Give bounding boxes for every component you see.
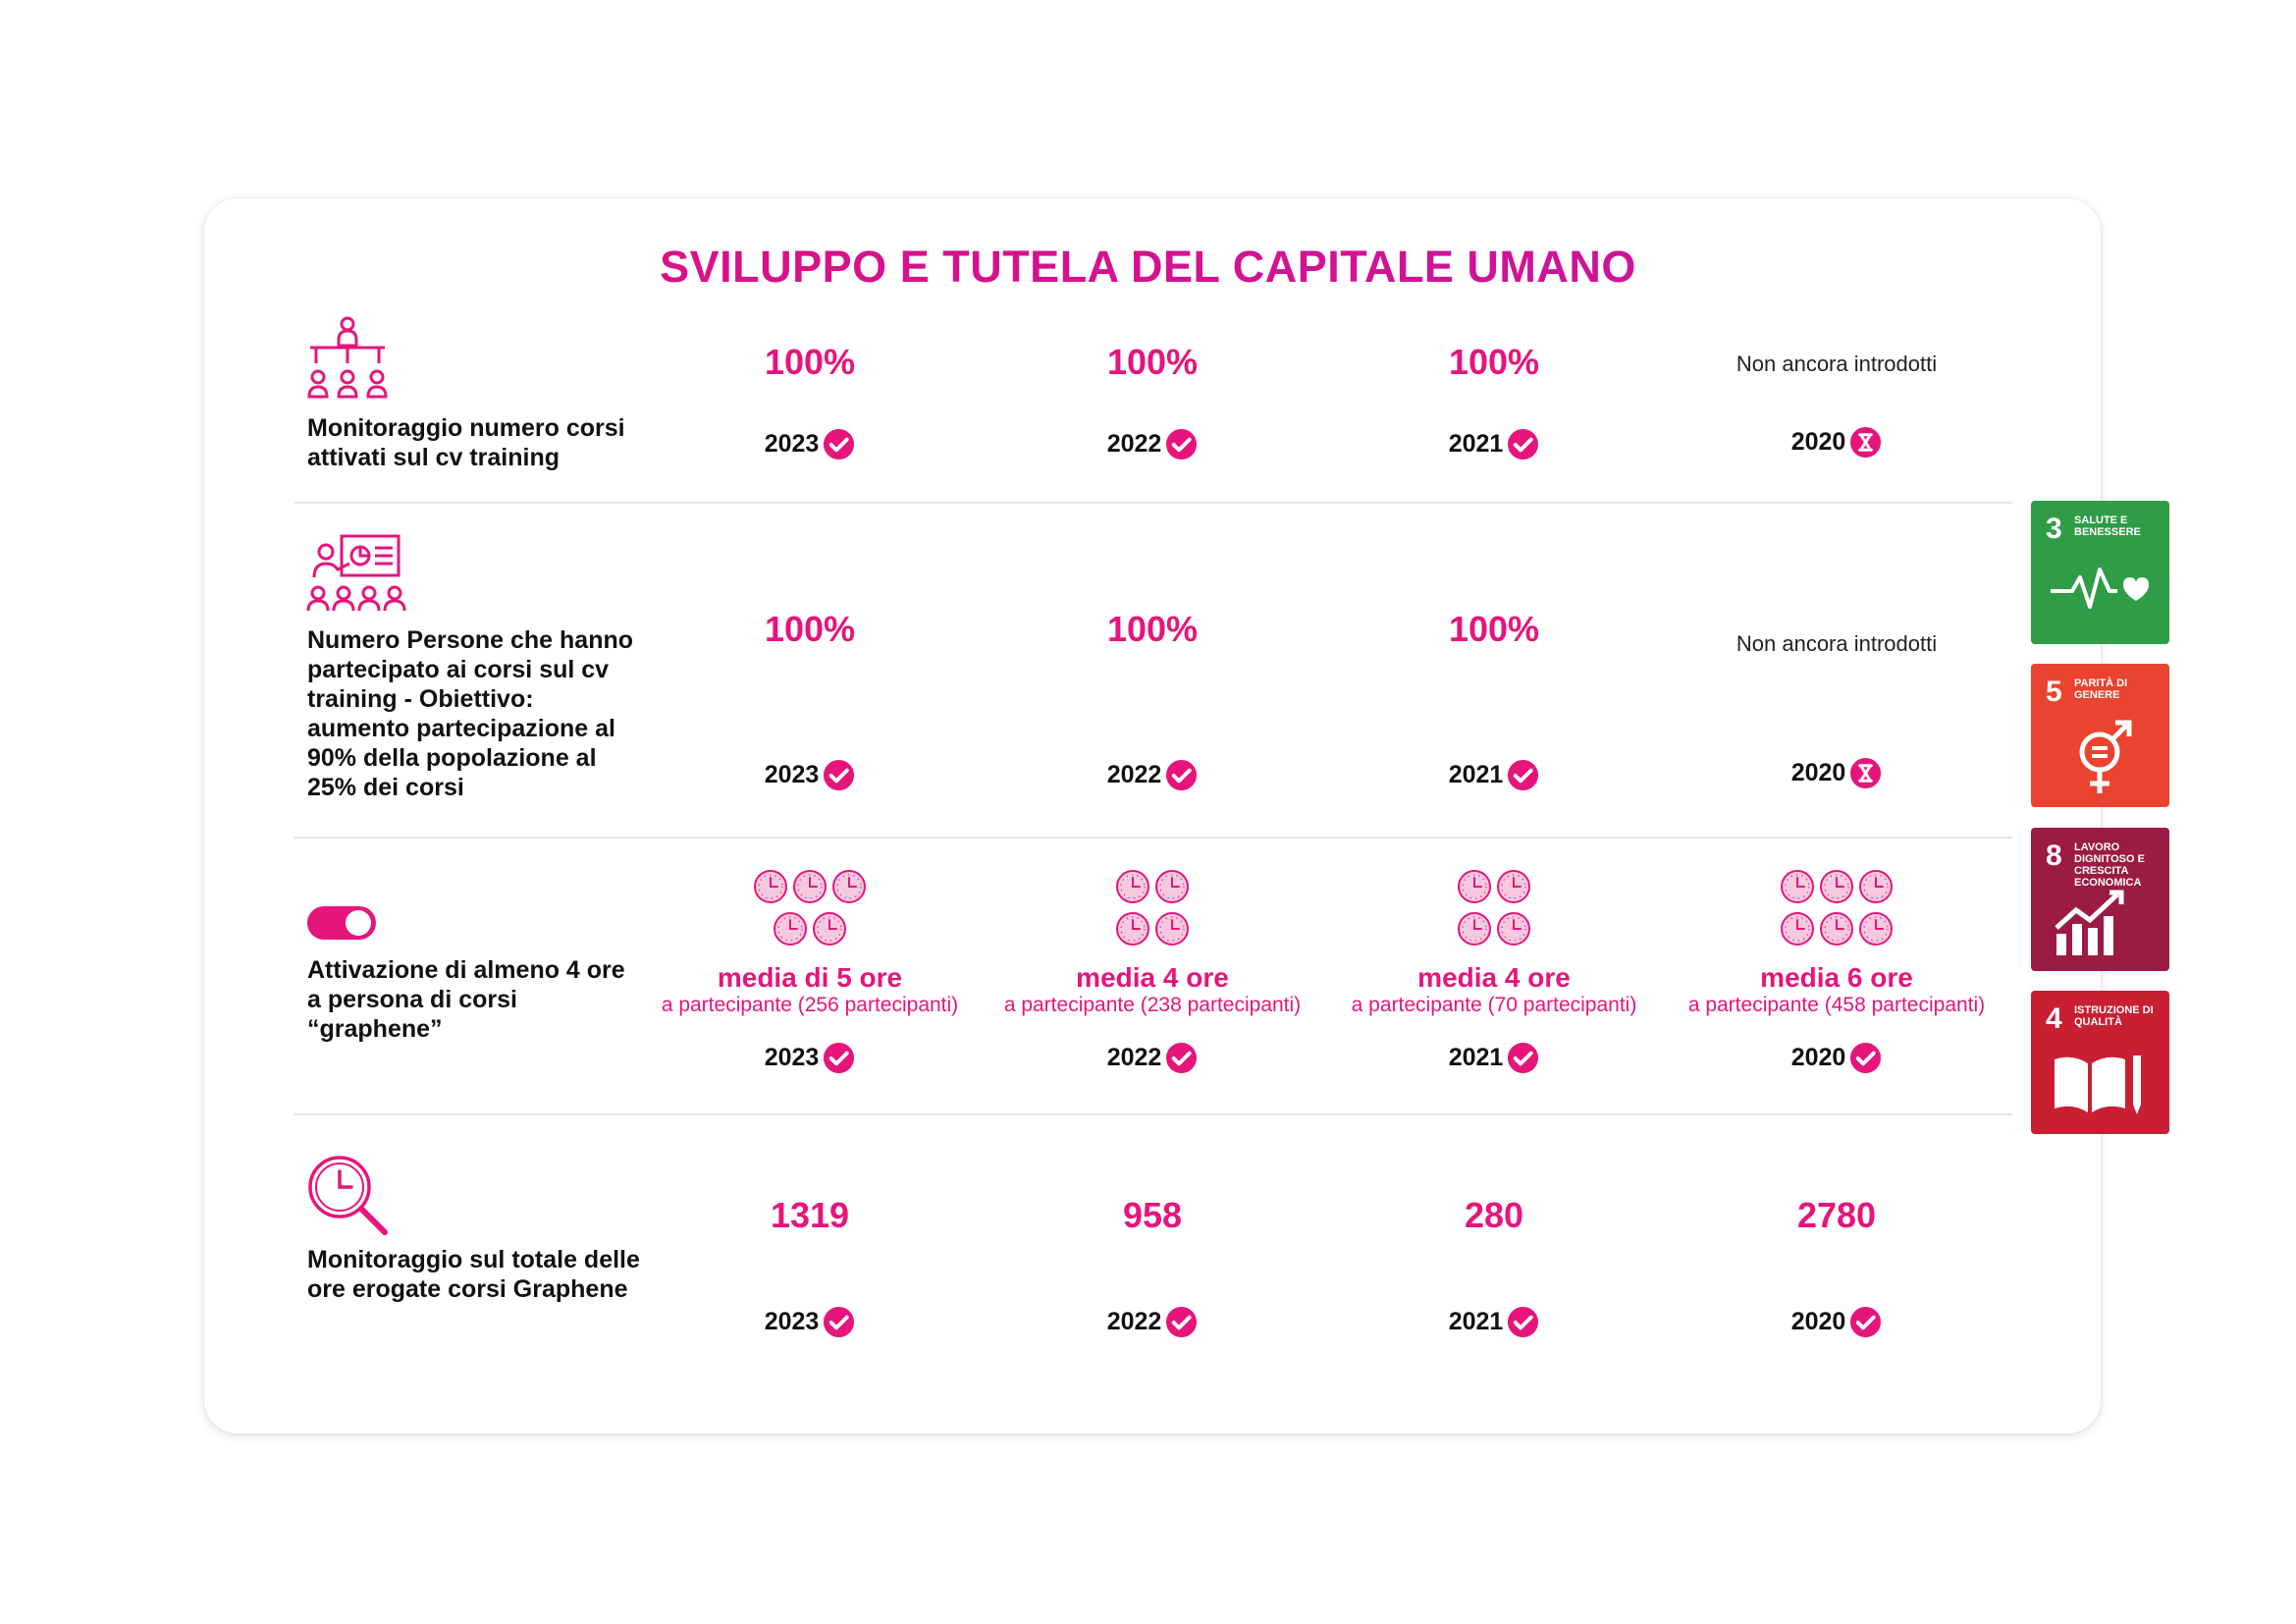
year-label: 2023	[764, 1308, 820, 1335]
row-divider	[294, 837, 2012, 839]
year-label: 2021	[1448, 761, 1504, 788]
clock-icon	[771, 910, 810, 952]
meeting-icon	[306, 316, 389, 406]
check-badge-icon	[1165, 1042, 1198, 1074]
year-status	[1327, 428, 1661, 460]
clock-icon	[790, 868, 829, 910]
clock-icon	[1817, 868, 1856, 910]
check-badge-icon	[1165, 759, 1198, 791]
row3-col-2020	[1670, 868, 2003, 1017]
year-status	[1670, 1306, 2003, 1338]
media-value: media 4 ore	[1076, 962, 1229, 993]
presentation-icon	[306, 534, 412, 618]
year-status	[643, 1306, 977, 1338]
book-pencil-icon	[2051, 1046, 2149, 1124]
sdg-tile-4	[2031, 991, 2169, 1134]
year-label: 2020	[1790, 1044, 1846, 1071]
kpi-value: 2780	[1796, 1195, 1877, 1235]
clock-icon	[1113, 868, 1152, 910]
year-status	[643, 759, 977, 791]
clock-icons	[1778, 868, 1896, 952]
check-badge-icon	[1165, 428, 1198, 460]
clock-icon	[1152, 910, 1192, 952]
kpi-value: 280	[1464, 1195, 1524, 1235]
row-divider	[294, 1113, 2012, 1115]
kpi-value: 1319	[770, 1195, 850, 1235]
row2-col-2021	[1327, 609, 1661, 650]
row3-col-2023	[643, 868, 977, 1017]
check-badge-icon	[1507, 1306, 1539, 1338]
year-status	[1670, 757, 2003, 789]
check-badge-icon	[823, 1042, 855, 1074]
row1-col-2021	[1327, 342, 1661, 383]
year-status	[1327, 1306, 1661, 1338]
clock-icon	[1455, 910, 1494, 952]
page-title: SVILUPPO E TUTELA DEL CAPITALE UMANO	[0, 242, 2296, 293]
year-label: 2022	[1106, 1308, 1162, 1335]
sdg-title: LAVORO DIGNITOSO E CRESCITA ECONOMICA	[2074, 841, 2145, 889]
row-label: Monitoraggio numero corsi attivati sul cv training	[307, 414, 625, 471]
row4-col-2021	[1327, 1195, 1661, 1236]
media-subtext: a partecipante (458 partecipanti)	[1687, 994, 1986, 1016]
row-label: Numero Persone che hanno partecipato ai corsi sul cv training - Obiettivo: aumento partecipazione al 90% della popolazione al 25% dei corsi	[307, 626, 634, 801]
clock-icon	[1494, 868, 1533, 910]
check-badge-icon	[823, 428, 855, 460]
growth-chart-icon	[2051, 883, 2149, 961]
sdg-number: 4	[2046, 1002, 2062, 1035]
check-badge-icon	[1507, 428, 1539, 460]
clock-icon	[1455, 868, 1494, 910]
clock-icon	[1778, 910, 1817, 952]
check-badge-icon	[1849, 1042, 1882, 1074]
sdg-number: 3	[2046, 513, 2062, 545]
check-badge-icon	[1165, 1306, 1198, 1338]
clock-icon	[1778, 868, 1817, 910]
kpi-value: 100%	[1106, 342, 1199, 382]
kpi-value: 100%	[764, 342, 856, 382]
year-status	[643, 428, 977, 460]
media-subtext: a partecipante (238 partecipanti)	[1003, 994, 1302, 1016]
row-label: Monitoraggio sul totale delle ore erogate corsi Graphene	[307, 1246, 640, 1303]
clock-icon	[1113, 910, 1152, 952]
sdg-title: ISTRUZIONE DI QUALITÀ	[2074, 1004, 2154, 1028]
row2-col-2020	[1670, 631, 2003, 657]
clock-icons	[1113, 868, 1192, 952]
time-search-icon	[306, 1154, 389, 1241]
year-status	[1670, 426, 2003, 459]
clock-icon	[1856, 868, 1896, 910]
year-status	[986, 1306, 1319, 1338]
media-subtext: a partecipante (256 partecipanti)	[661, 994, 959, 1016]
row-label: Attivazione di almeno 4 ore a persona di corsi “graphene”	[307, 956, 625, 1043]
kpi-value: 100%	[1448, 342, 1540, 382]
year-label: 2022	[1106, 430, 1162, 458]
hourglass-badge-icon	[1849, 426, 1882, 459]
year-status	[986, 1042, 1319, 1074]
sdg-number: 8	[2046, 839, 2062, 872]
heartbeat-icon	[2051, 556, 2149, 624]
year-status	[986, 759, 1319, 791]
clock-icon	[1817, 910, 1856, 952]
clock-icon	[829, 868, 869, 910]
clock-icons	[1455, 868, 1533, 952]
row-divider	[294, 502, 2012, 504]
media-subtext: a partecipante (70 partecipanti)	[1351, 994, 1637, 1016]
check-badge-icon	[1849, 1306, 1882, 1338]
sdg-title: PARITÀ DI GENERE	[2074, 677, 2128, 701]
status-note: Non ancora introdotti	[1735, 352, 1938, 376]
year-label: 2020	[1790, 759, 1846, 786]
year-label: 2021	[1448, 1044, 1504, 1071]
media-value: media 6 ore	[1760, 962, 1913, 993]
gender-equality-icon	[2051, 719, 2149, 797]
clock-icon	[810, 910, 849, 952]
check-badge-icon	[1507, 1042, 1539, 1074]
row2-col-2023	[643, 609, 977, 650]
row1-col-2022	[986, 342, 1319, 383]
row4-col-2022	[986, 1195, 1319, 1236]
check-badge-icon	[1507, 759, 1539, 791]
year-status	[986, 428, 1319, 460]
sdg-tile-5	[2031, 664, 2169, 807]
hourglass-badge-icon	[1849, 757, 1882, 789]
year-label: 2020	[1790, 428, 1846, 456]
year-status	[643, 1042, 977, 1074]
year-label: 2022	[1106, 1044, 1162, 1071]
year-status	[1670, 1042, 2003, 1074]
year-label: 2022	[1106, 761, 1162, 788]
clock-icon	[1494, 910, 1533, 952]
year-label: 2023	[764, 761, 820, 788]
sdg-number: 5	[2046, 676, 2062, 708]
kpi-value: 100%	[764, 609, 856, 649]
year-status	[1327, 759, 1661, 791]
row3-col-2022	[986, 868, 1319, 1017]
clock-icons	[751, 868, 869, 952]
clock-icon	[1856, 910, 1896, 952]
year-label: 2021	[1448, 1308, 1504, 1335]
sdg-title: SALUTE E BENESSERE	[2074, 514, 2141, 538]
toggle-icon	[306, 905, 377, 946]
year-label: 2023	[764, 430, 820, 458]
clock-icon	[751, 868, 790, 910]
year-status	[1327, 1042, 1661, 1074]
sdg-tile-3	[2031, 501, 2169, 644]
clock-icon	[1152, 868, 1192, 910]
sdg-tile-8	[2031, 828, 2169, 971]
year-label: 2021	[1448, 430, 1504, 458]
media-value: media 4 ore	[1417, 962, 1571, 993]
row1-col-2020	[1670, 352, 2003, 377]
row3-col-2021	[1327, 868, 1661, 1017]
row4-col-2020	[1670, 1195, 2003, 1236]
row1-col-2023	[643, 342, 977, 383]
year-label: 2023	[764, 1044, 820, 1071]
status-note: Non ancora introdotti	[1735, 631, 1938, 656]
kpi-value: 100%	[1448, 609, 1540, 649]
row4-col-2023	[643, 1195, 977, 1236]
row2-col-2022	[986, 609, 1319, 650]
check-badge-icon	[823, 759, 855, 791]
year-label: 2020	[1790, 1308, 1846, 1335]
media-value: media di 5 ore	[717, 962, 903, 993]
check-badge-icon	[823, 1306, 855, 1338]
kpi-value: 958	[1122, 1195, 1183, 1235]
kpi-value: 100%	[1106, 609, 1199, 649]
